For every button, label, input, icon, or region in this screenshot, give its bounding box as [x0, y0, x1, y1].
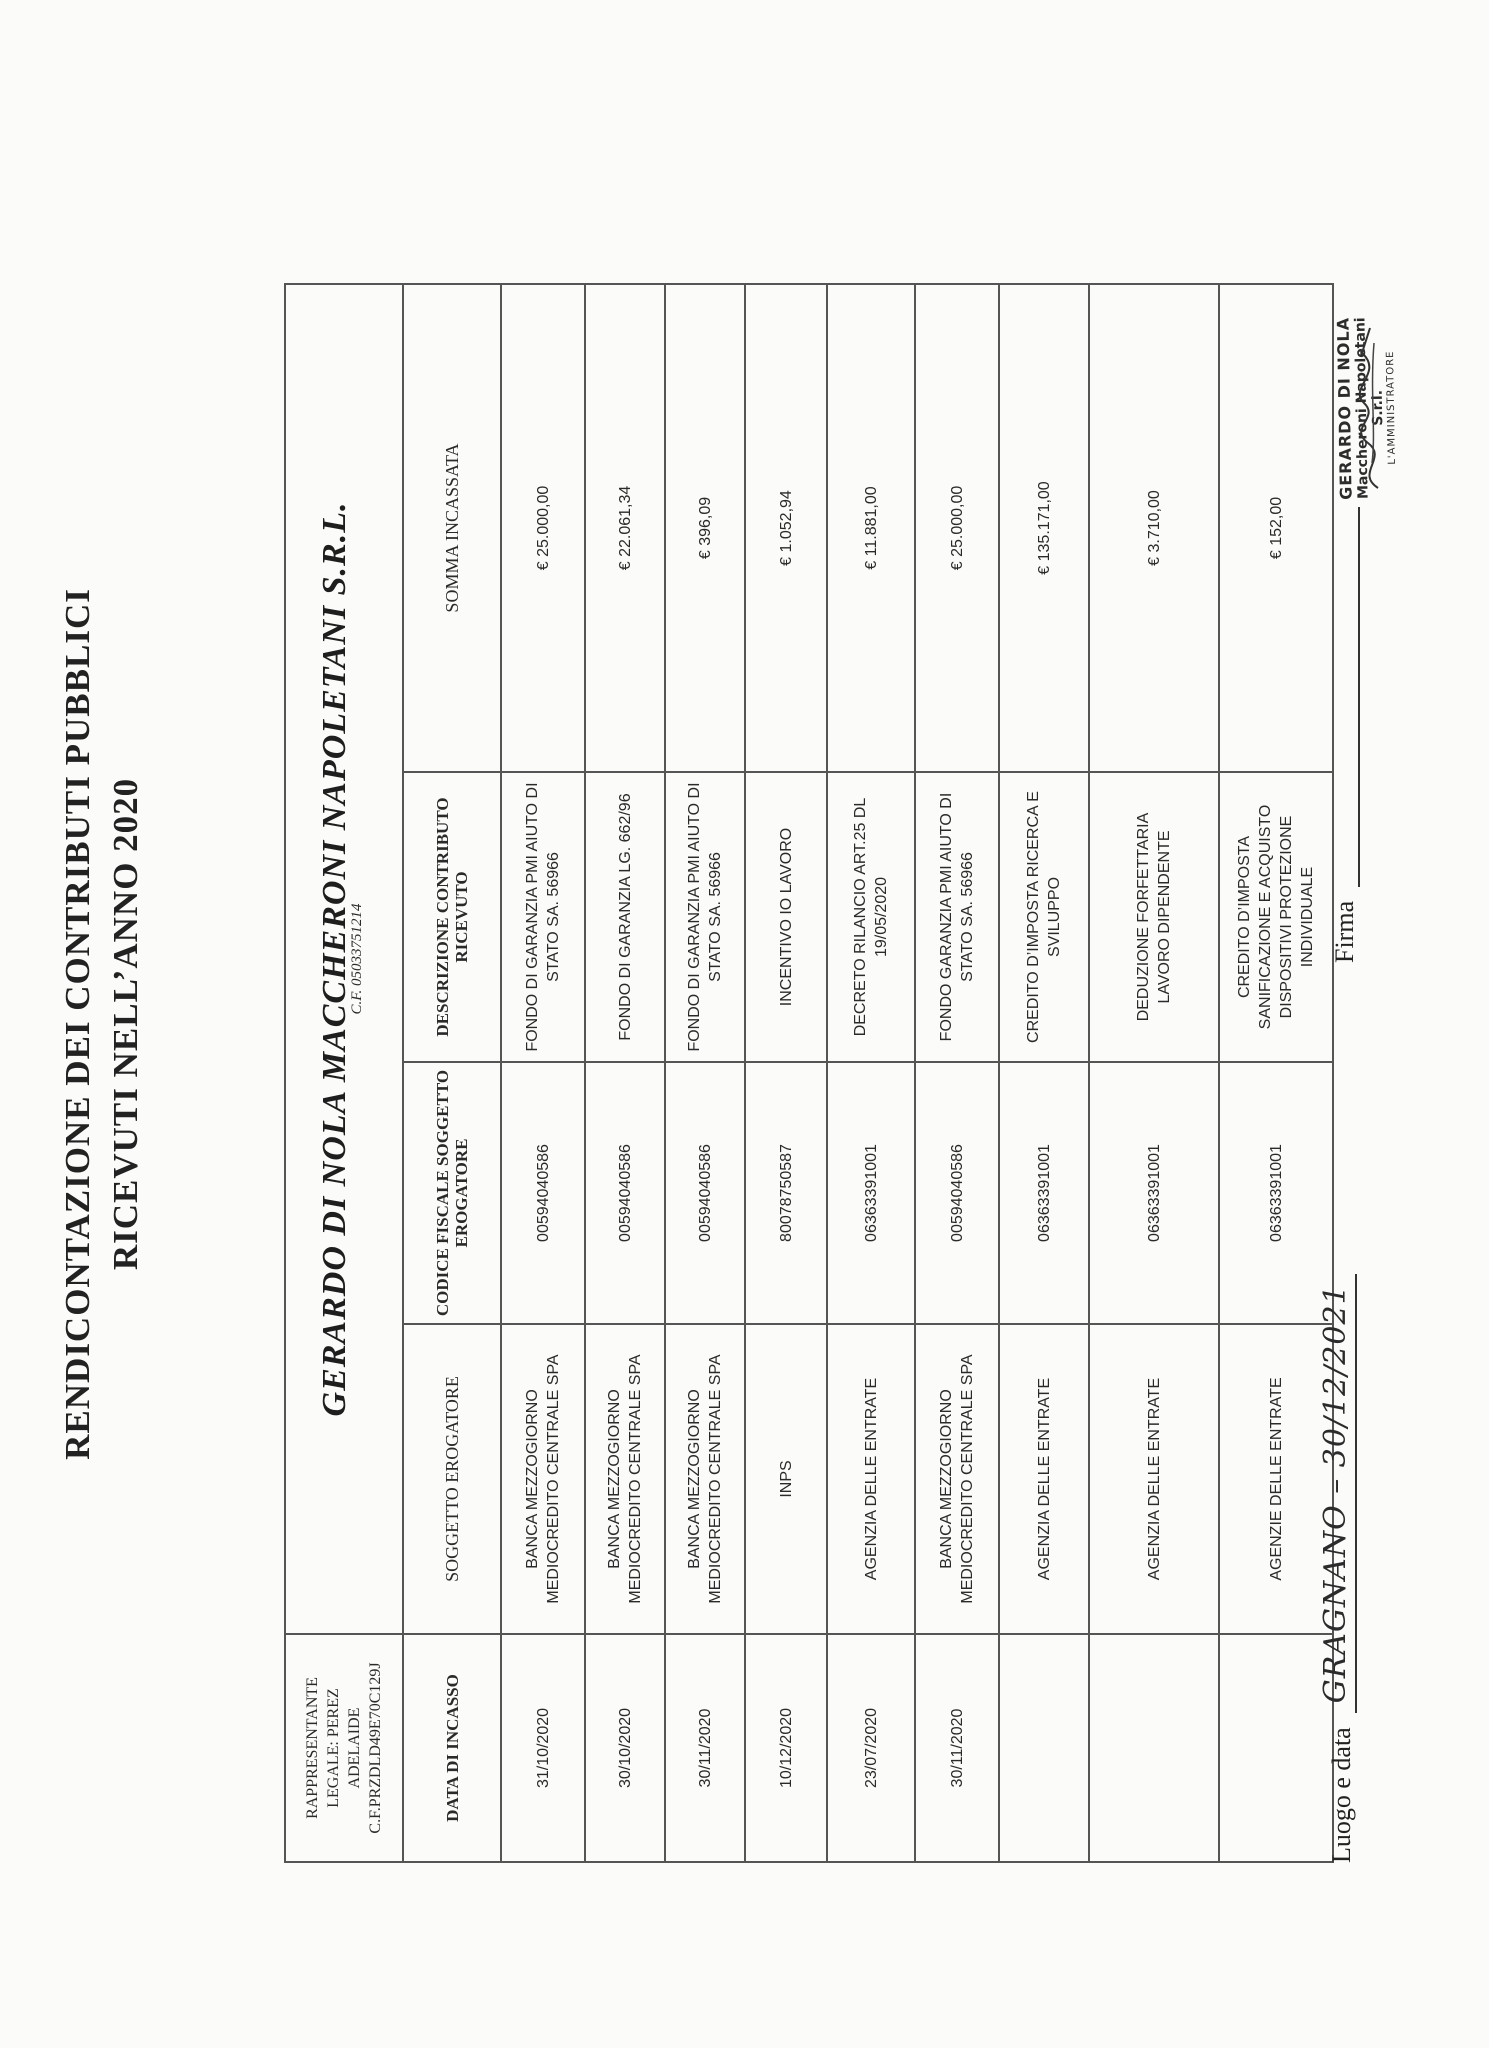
- table-row: [915, 284, 999, 1862]
- signature-label: Firma: [1330, 900, 1359, 963]
- cell-entity: BANCA MEZZOGIORNO MEDIOCREDITO CENTRALE SPA: [665, 1324, 745, 1634]
- rep-line: ADELAIDE: [346, 1707, 363, 1789]
- col-header-description: DESCRIZIONE CONTRIBUTO RICEVUTO: [403, 772, 501, 1062]
- cell-date: 30/10/2020: [585, 1634, 665, 1862]
- cell-cf: 00594040586: [665, 1062, 745, 1324]
- cell-amount: € 22.061,34: [585, 284, 665, 772]
- cell-description: INCENTIVO IO LAVORO: [745, 772, 827, 1062]
- table-row: [1089, 284, 1219, 1862]
- table-header-company-row: [285, 284, 403, 1862]
- cell-entity: BANCA MEZZOGIORNO MEDIOCREDITO CENTRALE SPA: [585, 1324, 665, 1634]
- cell-description: CREDITO D’IMPOSTA SANIFICAZIONE E ACQUISTO DISPOSITIVI PROTEZIONE INDIVIDUALE: [1219, 772, 1333, 1062]
- legal-representative-cell: [285, 1634, 403, 1862]
- table-row: [1219, 284, 1333, 1862]
- col-header-cf: CODICE FISCALE SOGGETTO EROGATORE: [403, 1062, 501, 1324]
- cell-description: CREDITO D’IMPOSTA RICERCA E SVILUPPO: [999, 772, 1089, 1062]
- table-row: [501, 284, 585, 1862]
- cell-description: FONDO DI GARANZIA PMI AIUTO DI STATO SA. 56966: [665, 772, 745, 1062]
- cell-amount: € 152,00: [1219, 284, 1333, 772]
- cell-date: 31/10/2020: [501, 1634, 585, 1862]
- stamp-line: L'AMMINISTRATORE: [1385, 350, 1398, 465]
- cell-date: 30/11/2020: [665, 1634, 745, 1862]
- cell-cf: 80078750587: [745, 1062, 827, 1324]
- cell-date: 10/12/2020: [745, 1634, 827, 1862]
- stamp-line: GERARDO DI NOLA: [1333, 316, 1356, 501]
- cell-cf: 00594040586: [915, 1062, 999, 1324]
- rep-line: LEGALE: PEREZ: [325, 1688, 342, 1808]
- stamp-line: Maccheroni Napoletani S.r.l.: [1352, 317, 1387, 500]
- cell-description: DECRETO RILANCIO ART.25 DL 19/05/2020: [827, 772, 915, 1062]
- table-row: [827, 284, 915, 1862]
- cell-amount: € 135.171,00: [999, 284, 1089, 772]
- cell-cf: 06363391001: [999, 1062, 1089, 1324]
- company-cell: [285, 284, 403, 1634]
- document-title-line-1: RENDICONTAZIONE DEI CONTRIBUTI PUBBLICI: [58, 588, 97, 1460]
- contributions-table: [284, 283, 1334, 1863]
- cell-description: FONDO DI GARANZIA LG. 662/96: [585, 772, 665, 1062]
- cell-date: [999, 1634, 1089, 1862]
- table-row: [665, 284, 745, 1862]
- cell-description: DEDUZIONE FORFETTARIA LAVORO DIPENDENTE: [1089, 772, 1219, 1062]
- place-date-label: Luogo e data: [1327, 1727, 1356, 1863]
- cell-amount: € 25.000,00: [501, 284, 585, 772]
- place-and-date: [1318, 1274, 1357, 1863]
- col-header-date: DATA DI INCASSO: [403, 1634, 501, 1862]
- company-stamp: [1333, 307, 1406, 508]
- cell-cf: 06363391001: [827, 1062, 915, 1324]
- cell-entity: AGENZIE DELLE ENTRATE: [1219, 1324, 1333, 1634]
- cell-date: [1089, 1634, 1219, 1862]
- cell-description: FONDO DI GARANZIA PMI AIUTO DI STATO SA. 56966: [501, 772, 585, 1062]
- cell-description: FONDO GARANZIA PMI AIUTO DI STATO SA. 56966: [915, 772, 999, 1062]
- cell-entity: AGENZIA DELLE ENTRATE: [1089, 1324, 1219, 1634]
- company-tax-code: C.F. 05033751214: [349, 903, 365, 1015]
- company-name: GERARDO DI NOLA MACCHERONI NAPOLETANI S.R.L.: [316, 501, 353, 1417]
- cell-amount: € 1.052,94: [745, 284, 827, 772]
- cell-cf: 06363391001: [1089, 1062, 1219, 1324]
- cell-entity: INPS: [745, 1324, 827, 1634]
- cell-entity: AGENZIA DELLE ENTRATE: [827, 1324, 915, 1634]
- col-header-amount: SOMMA INCASSATA: [403, 284, 501, 772]
- table-row: [999, 284, 1089, 1862]
- table-row: [585, 284, 665, 1862]
- signature-line: [1332, 507, 1360, 887]
- place-date-handwritten: GRAGNANO – 30/12/2021: [1318, 1274, 1357, 1713]
- rep-line: RAPPRESENTANTE: [304, 1677, 321, 1819]
- cell-cf: 00594040586: [501, 1062, 585, 1324]
- cell-date: 23/07/2020: [827, 1634, 915, 1862]
- cell-amount: € 25.000,00: [915, 284, 999, 772]
- cell-date: 30/11/2020: [915, 1634, 999, 1862]
- cell-cf: 00594040586: [585, 1062, 665, 1324]
- document-title-line-2: RICEVUTI NELL’ANNO 2020: [106, 777, 145, 1271]
- table-column-headers: [403, 284, 501, 1862]
- cell-entity: BANCA MEZZOGIORNO MEDIOCREDITO CENTRALE SPA: [915, 1324, 999, 1634]
- rep-line: C.F.PRZDLD49E70C129J: [367, 1662, 384, 1834]
- cell-amount: € 3.710,00: [1089, 284, 1219, 772]
- col-header-entity: SOGGETTO EROGATORE: [403, 1324, 501, 1634]
- cell-entity: AGENZIA DELLE ENTRATE: [999, 1324, 1089, 1634]
- table-row: [745, 284, 827, 1862]
- signature-field: [1330, 507, 1360, 963]
- cell-cf: 06363391001: [1219, 1062, 1333, 1324]
- cell-amount: € 11.881,00: [827, 284, 915, 772]
- cell-amount: € 396,09: [665, 284, 745, 772]
- cell-date: [1219, 1634, 1333, 1862]
- cell-entity: BANCA MEZZOGIORNO MEDIOCREDITO CENTRALE SPA: [501, 1324, 585, 1634]
